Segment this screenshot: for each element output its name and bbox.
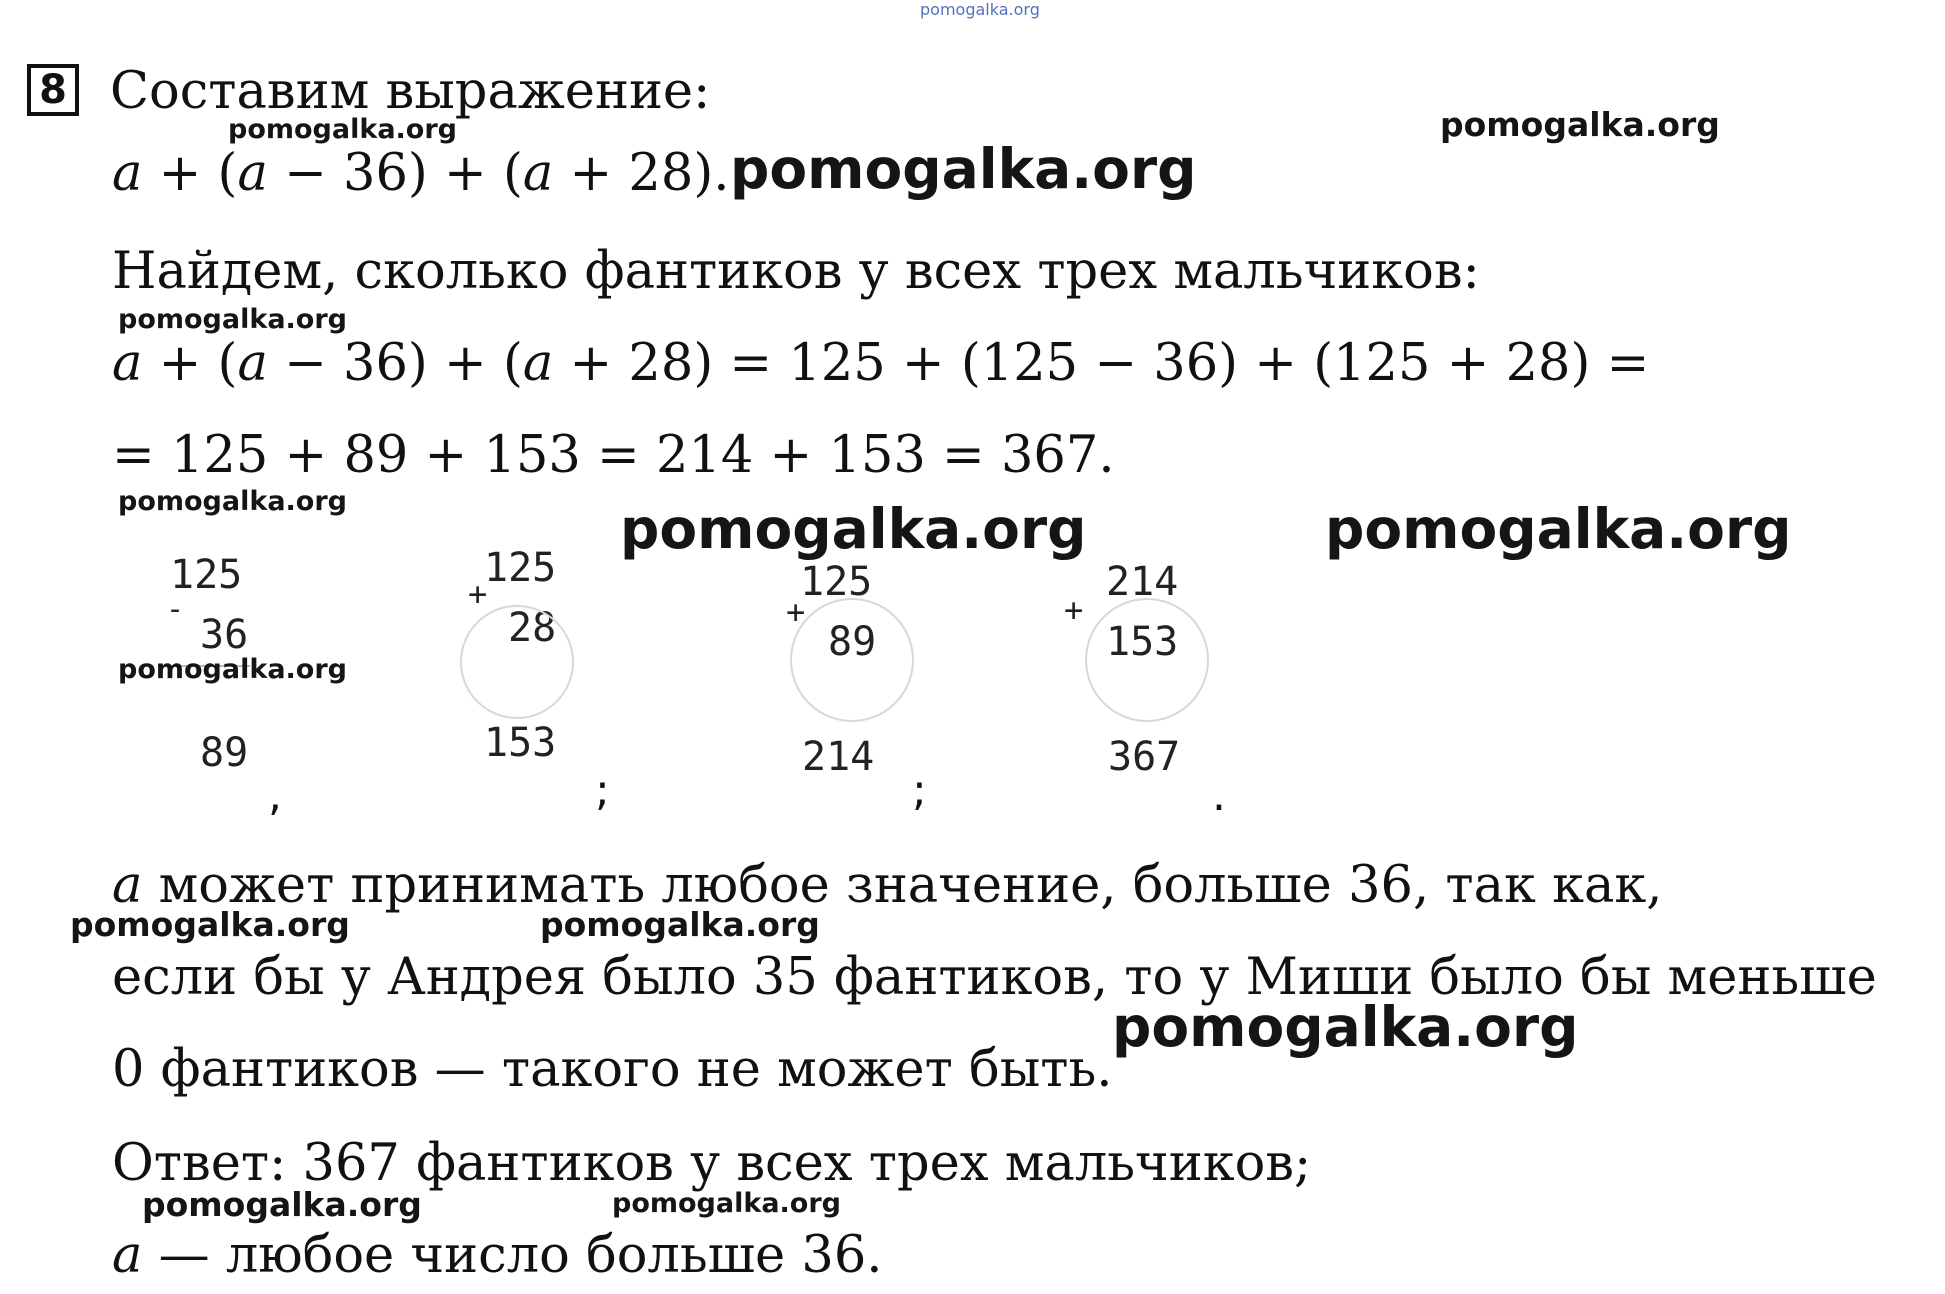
calc-operator: - bbox=[166, 592, 185, 627]
calc-top: 125 bbox=[170, 552, 243, 598]
calc-result: 153 bbox=[484, 720, 557, 766]
watermark: pomogalka.org bbox=[70, 905, 350, 944]
heading-line: Составим выражение: bbox=[110, 62, 711, 121]
calc-bottom: 28 bbox=[508, 605, 557, 651]
answer-line-1: Ответ: 367 фантиков у всех трех мальчиков; bbox=[112, 1134, 1312, 1193]
watermark: pomogalka.org bbox=[228, 114, 457, 145]
calc-end-1: , bbox=[268, 770, 282, 821]
calc-operator: + bbox=[468, 575, 488, 613]
calc-top: 125 bbox=[484, 545, 557, 591]
watermark: pomogalka.org bbox=[620, 497, 1087, 561]
watermark: pomogalka.org bbox=[1325, 497, 1792, 561]
calc-operator: + bbox=[786, 593, 806, 631]
expression-line: 𝑎 + (𝑎 − 36) + (𝑎 + 28). bbox=[112, 144, 730, 203]
calc-end-4: . bbox=[1212, 770, 1226, 821]
answer-line-2: 𝑎 — любое число больше 36. bbox=[112, 1226, 883, 1285]
condition-line-1: 𝑎 может принимать любое значение, больше 36, так как, bbox=[112, 856, 1663, 915]
faint-ring bbox=[460, 605, 574, 719]
faint-ring bbox=[790, 598, 914, 722]
calc-bottom: 153 bbox=[1106, 619, 1179, 665]
watermark: pomogalka.org bbox=[142, 1185, 422, 1224]
calc-operator: + bbox=[1064, 591, 1084, 629]
faint-ring bbox=[1085, 598, 1209, 722]
watermark: pomogalka.org bbox=[540, 905, 820, 944]
calc-bottom: 36 bbox=[200, 612, 249, 658]
equation-line-2: = 125 + 89 + 153 = 214 + 153 = 367. bbox=[112, 426, 1115, 485]
find-total-line: Найдем, сколько фантиков у всех трех мальчиков: bbox=[112, 242, 1480, 301]
condition-line-2: если бы у Андрея было 35 фантиков, то у Миши было бы меньше bbox=[112, 948, 1877, 1007]
watermark: pomogalka.org bbox=[730, 137, 1197, 201]
watermark: pomogalka.org bbox=[1440, 105, 1720, 144]
equation-line-1: 𝑎 + (𝑎 − 36) + (𝑎 + 28) = 125 + (125 − 36) + (125 + 28) = bbox=[112, 334, 1650, 393]
watermark: pomogalka.org bbox=[118, 304, 347, 335]
watermark: pomogalka.org bbox=[118, 486, 347, 517]
watermark: pomogalka.org bbox=[1112, 995, 1579, 1059]
task-number-box: 8 bbox=[27, 64, 79, 116]
calc-result: 214 bbox=[802, 734, 875, 780]
calc-bottom: 89 bbox=[828, 619, 877, 665]
condition-line-3: 0 фантиков — такого не может быть. bbox=[112, 1040, 1113, 1099]
calc-top: 125 bbox=[800, 559, 873, 605]
calc-result: 367 bbox=[1108, 734, 1181, 780]
calc-result: 89 bbox=[200, 730, 249, 776]
top-watermark: pomogalka.org bbox=[920, 0, 1040, 19]
watermark: pomogalka.org bbox=[118, 654, 347, 685]
calc-end-2: ; bbox=[595, 765, 610, 816]
watermark: pomogalka.org bbox=[612, 1188, 841, 1219]
calc-top: 214 bbox=[1106, 559, 1179, 605]
calc-end-3: ; bbox=[912, 765, 927, 816]
